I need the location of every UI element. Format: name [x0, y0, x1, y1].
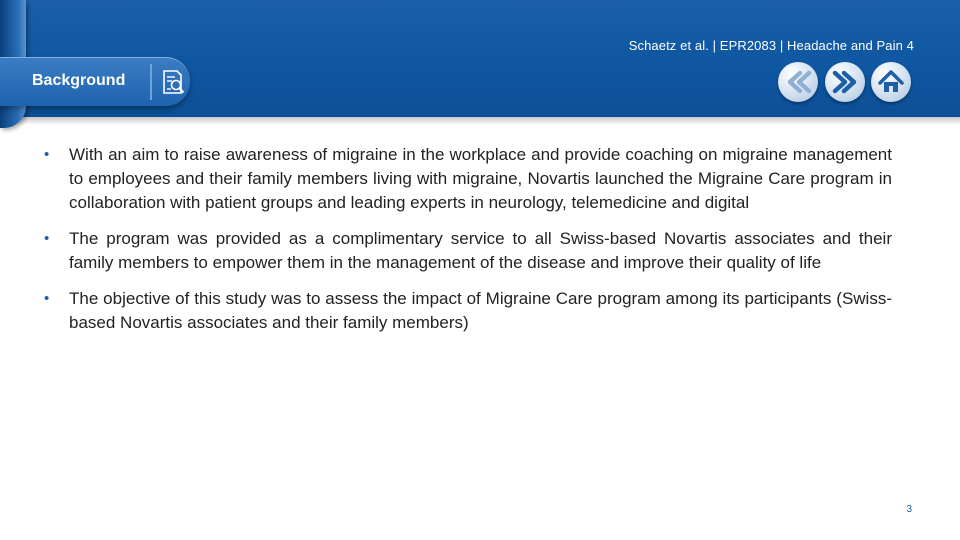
header-shadow	[0, 117, 960, 125]
section-tab	[0, 57, 190, 106]
section-title: Background	[32, 72, 126, 89]
bullet-item	[44, 287, 892, 335]
page-number: 3	[906, 504, 912, 515]
bullet-item	[44, 227, 892, 275]
previous-slide-button[interactable]	[778, 62, 818, 102]
bullet-marker: •	[44, 230, 50, 247]
bullet-marker: •	[44, 146, 50, 163]
bullet-item	[44, 143, 892, 215]
document-magnifier-icon	[158, 67, 188, 97]
double-chevron-right-icon	[825, 62, 865, 102]
home-button[interactable]	[871, 62, 911, 102]
home-icon	[871, 62, 911, 102]
bullet-text: With an aim to raise awareness of migraine in the workplace and provide coaching on migraine management to employees and their family members living with migraine, Novartis launched the Migraine Care program in collaboration with patient groups and leading experts in neurology, telemedicine and digital	[69, 145, 892, 212]
bullet-list	[44, 143, 892, 347]
bullet-text: The program was provided as a complimentary service to all Swiss-based Novartis associates and their family members to empower them in the management of the disease and improve their quality of life	[69, 229, 892, 272]
next-slide-button[interactable]	[825, 62, 865, 102]
bullet-marker: •	[44, 290, 50, 307]
double-chevron-left-icon	[778, 62, 818, 102]
citation-text: Schaetz et al. | EPR2083 | Headache and Pain 4	[628, 38, 914, 53]
section-divider	[150, 64, 152, 100]
bullet-text: The objective of this study was to assess the impact of Migraine Care program among its participants (Swiss-based Novartis associates and their family members)	[69, 289, 892, 332]
